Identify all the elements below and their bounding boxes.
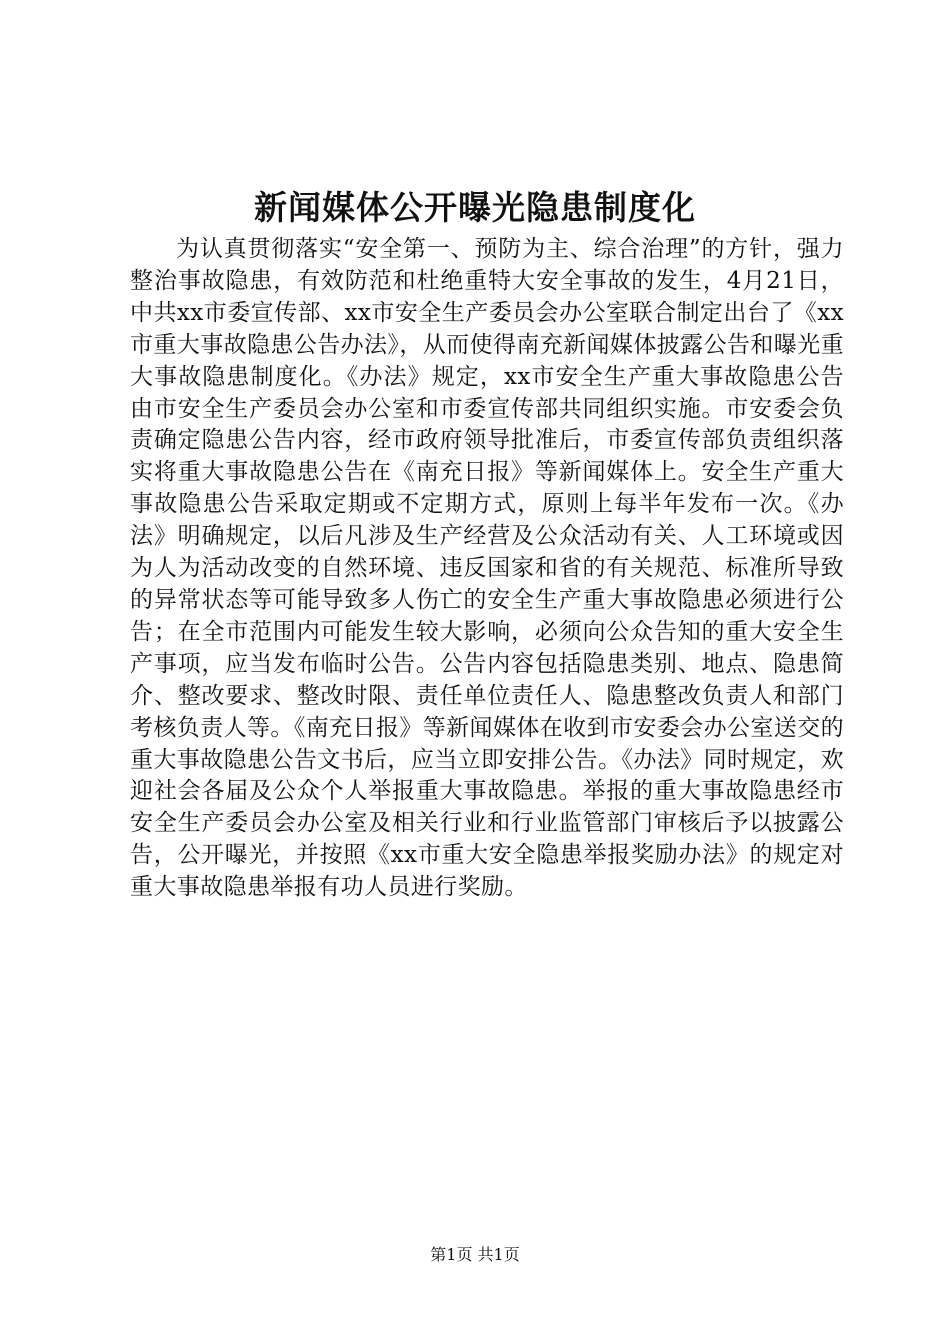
page-footer: 第1页 共1页 bbox=[430, 1245, 520, 1264]
document-title: 新闻媒体公开曝光隐患制度化 bbox=[254, 188, 696, 227]
document-body-paragraph: 为认真贯彻落实“安全第一、预防为主、综合治理”的方针，强力整治事故隐患，有效防范和杜绝重特大安全事故的发生，4月21日，中共xx市委宣传部、xx市安全生产委员会办公室联合制定出台了《xx市重大事故隐患公告办法》，从而使得南充新闻媒体披露公告和曝光重大事故隐患制度化。《办法》规定，xx市安全生产重大事故隐患公告由市安全生产委员会办公室和市委宣传部共同组织实施。市安委会负责确定隐患公告内容，经市政府领导批准后，市委宣传部负责组织落实将重大事故隐患公告在《南充日报》等新闻媒体上。安全生产重大事故隐患公告采取定期或不定期方式，原则上每半年发布一次。《办法》明确规定，以后凡涉及生产经营及公众活动有关、人工环境或因为人为活动改变的自然环境、违反国家和省的有关规范、标准所导致的异常状态等可能导致多人伤亡的安全生产重大事故隐患必须进行公告；在全市范围内可能发生较大影响，必须向公众告知的重大安全生产事项，应当发布临时公告。公告内容包括隐患类别、地点、隐患简介、整改要求、整改时限、责任单位责任人、隐患整改负责人和部门考核负责人等。《南充日报》等新闻媒体在收到市安委会办公室送交的重大事故隐患公告文书后，应当立即安排公告。《办法》同时规定，欢迎社会各届及公众个人举报重大事故隐患。举报的重大事故隐患经市安全生产委员会办公室及相关行业和行业监管部门审核后予以披露公告，公开曝光，并按照《xx市重大安全隐患举报奖励办法》的规定对重大事故隐患举报有功人员进行奖励。 bbox=[130, 236, 844, 901]
